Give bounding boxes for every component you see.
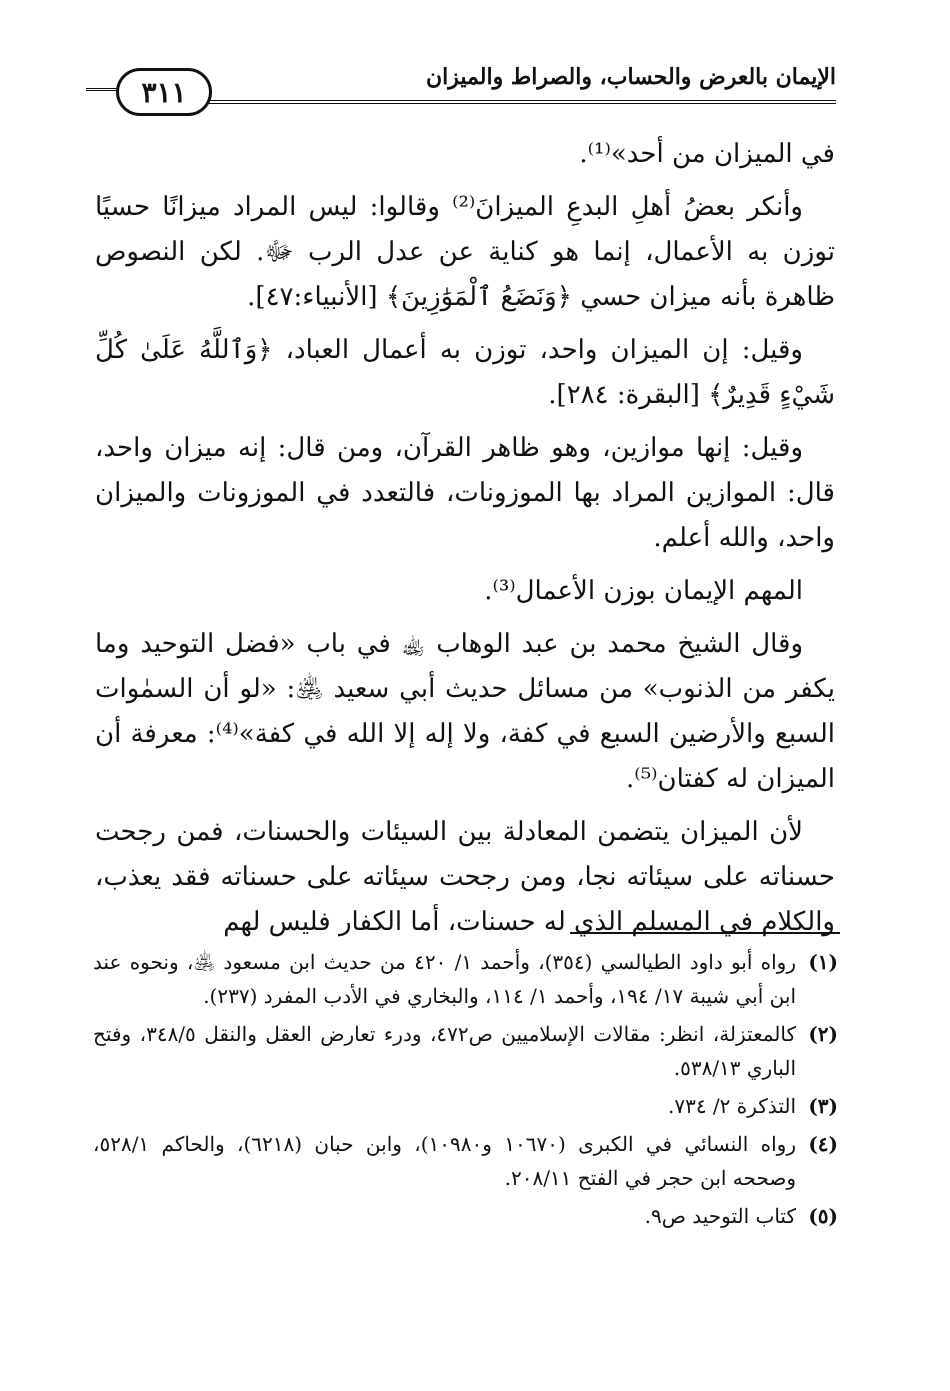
paragraph-7: لأن الميزان يتضمن المعادلة بين السيئات والحسنات، فمن رجحت حسناته على سيئاته نجا، ومن رجحت سيئاته على حسناته فقد يعذب، والكلام في المسلم الذي له حسنات، أما الكفار فليس لهم	[95, 817, 835, 937]
footnote-mark: (٥)	[808, 1204, 838, 1228]
footnote-3	[93, 1089, 838, 1123]
footnote-text: التذكرة ٢/ ٧٣٤.	[667, 1094, 796, 1118]
footnote-mark: (٢)	[808, 1022, 838, 1046]
page-number: ٣١١	[116, 68, 212, 116]
footnote-separator	[570, 932, 840, 934]
footnote-text: رواه أبو داود الطيالسي (٣٥٤)، وأحمد ١/ ٤٢٠ من حديث ابن مسعود ﵁، ونحوه عند ابن أبي شيبة ١٧/ ١٩٤، وأحمد ١/ ١١٤، والبخاري في الأدب المفرد (٢٣٧).	[93, 950, 796, 1008]
header-rule	[204, 100, 836, 104]
footnotes	[93, 945, 838, 1237]
footnote-5	[93, 1199, 838, 1233]
footnote-text: كتاب التوحيد ص٩.	[644, 1204, 796, 1228]
paragraph-5: المهم الإيمان بوزن الأعمال⁽³⁾.	[484, 576, 803, 606]
page-header	[86, 58, 836, 126]
header-rule-left	[86, 88, 120, 91]
paragraph-2: وأنكر بعضُ أهلِ البدعِ الميزانَ⁽²⁾ وقالوا: ليس المراد ميزانًا حسيًا توزن به الأعمال، إنما هو كناية عن عدل الرب ﷻ. لكن النصوص ظاهرة بأنه ميزان حسي ﴿وَنَضَعُ ٱلْمَوَٰزِينَ﴾ [الأنبياء:٤٧].	[95, 192, 835, 312]
paragraph-1: في الميزان من أحد»⁽¹⁾.	[579, 139, 835, 169]
paragraph-6: وقال الشيخ محمد بن عبد الوهاب ﵀ في باب «فضل التوحيد وما يكفر من الذنوب» من مسائل حديث أبي سعيد ﵁: «لو أن السمٰوات السبع والأرضين السبع في كفة، ولا إله إلا الله في كفة»⁽⁴⁾: معرفة أن الميزان له كفتان⁽⁵⁾.	[95, 629, 836, 794]
running-title: الإيمان بالعرض والحساب، والصراط والميزان	[426, 64, 836, 90]
footnote-mark: (١)	[808, 950, 838, 974]
footnote-mark: (٣)	[808, 1094, 838, 1118]
footnote-4	[93, 1127, 838, 1195]
footnote-2	[93, 1017, 838, 1085]
footnote-mark: (٤)	[808, 1132, 838, 1156]
footnote-1	[93, 945, 838, 1013]
footnote-text: كالمعتزلة، انظر: مقالات الإسلاميين ص٤٧٢، ودرء تعارض العقل والنقل ٣٤٨/٥، وفتح الباري ٥٣٨/١٣.	[93, 1022, 797, 1080]
footnote-text: رواه النسائي في الكبرى (١٠٦٧٠ و١٠٩٨٠)، وابن حبان (٦٢١٨)، والحاكم ٥٢٨/١، وصححه ابن حجر في الفتح ٢٠٨/١١.	[93, 1132, 796, 1190]
main-text	[95, 132, 835, 953]
paragraph-3: وقيل: إن الميزان واحد، توزن به أعمال العباد، ﴿وَٱللَّهُ عَلَىٰ كُلِّ شَيْءٍ قَدِيرٌ﴾ [البقرة: ٢٨٤].	[95, 335, 835, 410]
paragraph-4: وقيل: إنها موازين، وهو ظاهر القرآن، ومن قال: إنه ميزان واحد، قال: الموازين المراد بها الموزونات، فالتعدد في الموزونات والميزان واحد، والله أعلم.	[95, 433, 835, 553]
